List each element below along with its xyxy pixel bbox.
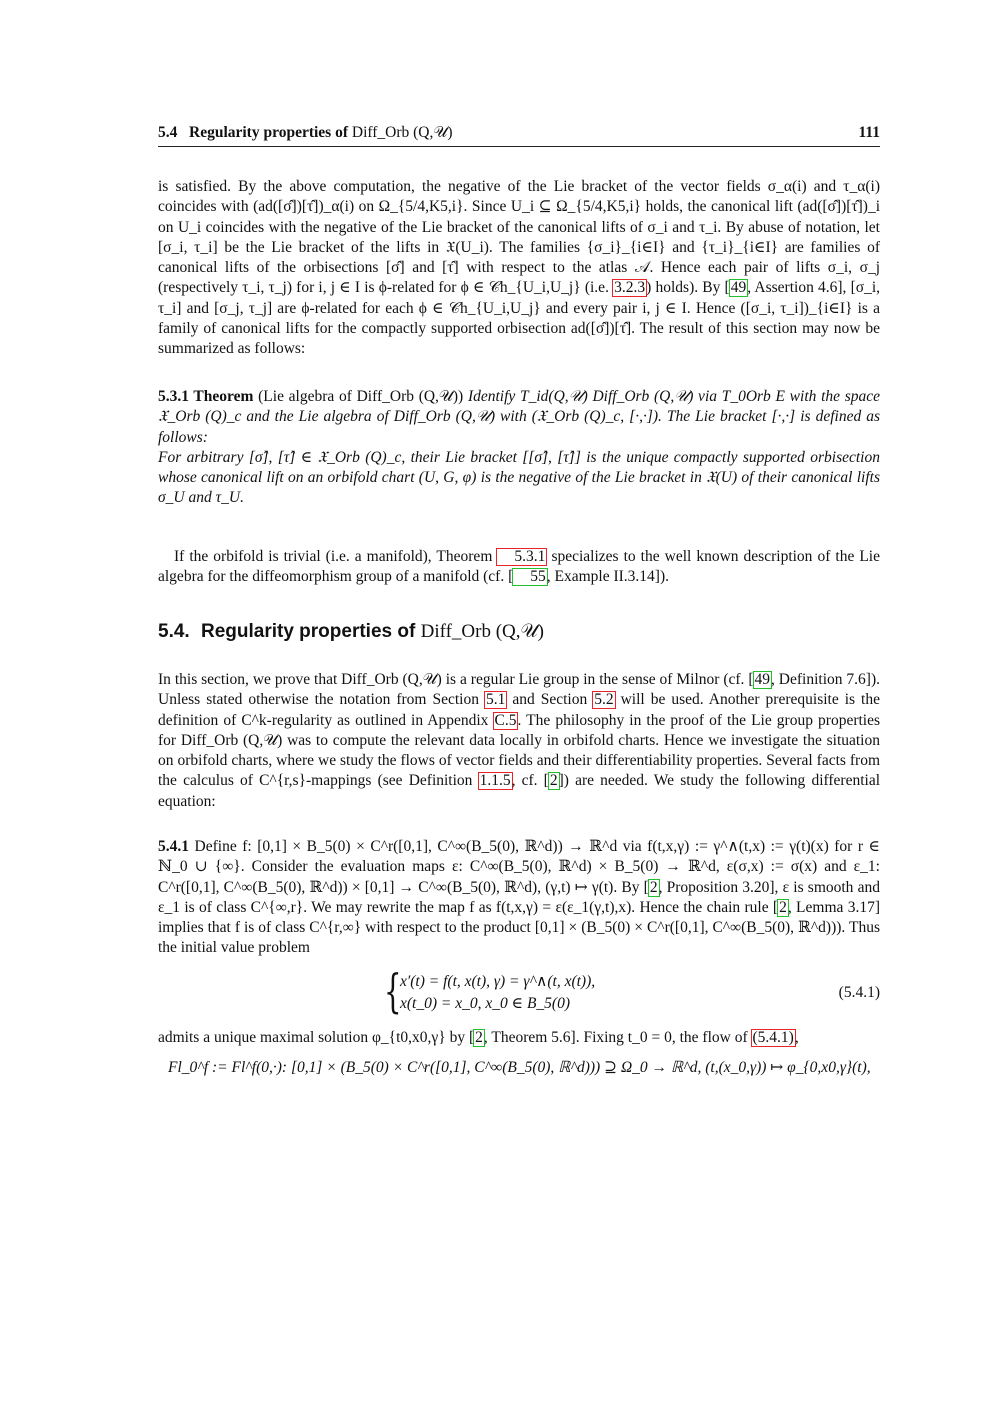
item-label: 5.4.1 <box>158 838 189 855</box>
citation-link[interactable]: 49 <box>754 671 770 688</box>
paragraph-lie-bracket: is satisfied. By the above computation, the negative of the Lie bracket of the vector fields σ_α(i) and τ_α(i) coincides with (ad([σ̂])[τ̂])_α(i) on Ω_{5/4,K5,i}. Since U_i ⊆ Ω_{5/4,K5,i} holds, the canonical lift (ad([σ̂])[τ̂])_i on U_i coincides with the negative of the Lie bracket of the canonical lifts of σ_i and τ_i. By abuse of notation, let [σ_i, τ_i] be the Lie bracket of the lifts in 𝔛(U_i). The families {σ_i}_{i∈I} and {τ_i}_{i∈I} are families of canonical lifts of the orbisections [σ̂] and [τ̂] with respect to the atlas 𝒜. Hence each pair of lifts σ_i, σ_j (respectively τ_i, τ_j) for i, j ∈ I is ϕ-related for ϕ ∈ 𝒞h_{U_i,U_j} (i.e. 3.2.3) holds). By [49, Assertion 4.6], [σ_i, τ_i] and [σ_j, τ_j] are ϕ-related for each ϕ ∈ 𝒞h_{U_i,U_j} and every pair i, j ∈ I. Hence ([σ_i, τ_i])_{i∈I} is a family of canonical lifts for the compactly supported orbisection ad([σ̂])[τ̂]. The result of this section may now be summarized as follows: <box>158 178 881 358</box>
reference-link[interactable]: 5.1 <box>485 691 506 709</box>
paragraph-regularity-intro: In this section, we prove that Diff_Orb (Q,𝒰) is a regular Lie group in the sense of Milnor (cf. [49, Definition 7.6]). Unless stated otherwise the notation from Section 5.1 and Section 5.2 will be used. Another prerequisite is the definition of C^k-regularity as outlined in Appendix C.5. The philosophy in the proof of the Lie group properties for Diff_Orb (Q,𝒰) was to compute the relevant data locally in orbifold charts. Hence we investigate the situation on orbifold charts, where we study the flows of vector fields and their differentiability properties. Several facts from the calculus of C^{r,s}-mappings (see Definition 1.1.5, cf. [2]) are needed. We study the following differential equation: <box>158 671 881 810</box>
text: ) are needed. We study the following differential equation: <box>158 772 881 810</box>
text: is satisfied. By the above computation, the negative of the Lie bracket of the vector fields σ_α(i) and τ_α(i) coincides with (ad([σ̂])[τ̂])_α(i) on Ω_{5/4,K5,i}. Since U_i ⊆ Ω_{5/4,K5,i} holds, the canonical lift (ad([σ̂])[τ̂])_i on U_i coincides with the negative of the Lie bracket of the canonical lifts of σ_i and τ_i. By abuse of notation, let [σ_i, τ_i] be the Lie bracket of the lifts in 𝔛(U_i). The families {σ_i}_{i∈I} and {τ_i}_{i∈I} are families of canonical lifts of the orbisections [σ̂] and [τ̂] with respect to the atlas 𝒜. Hence each pair of lifts σ_i, σ_j (respectively τ_i, τ_j) for i, j ∈ I is ϕ-related for ϕ ∈ 𝒞h_{U_i,U_j} (i.e. <box>158 178 880 297</box>
text: , Example II.3.14]). <box>546 568 669 586</box>
paragraph-definition-5-4-1: 5.4.1 Define f: [0,1] × B_5(0) × C^r([0,1], C^∞(B_5(0), ℝ^d)) → ℝ^d via f(t,x,γ) := γ^∧(t,x) := γ(t)(x) for r ∈ ℕ_0 ∪ {∞}. Consider the evaluation maps ε: C^∞(B_5(0), ℝ^d) × B_5(0) → ℝ^d, ε(σ,x) := σ(x) and ε_1: C^r([0,1], C^∞(B_5(0), ℝ^d)) × [0,1] → C^∞(B_5(0), ℝ^d), (γ,t) ↦ γ(t). By [2, Proposition 3.20], ε is smooth and ε_1 is of class C^{∞,r}. We may rewrite the map f as f(t,x,γ) = ε(ε_1(γ,t),x). Hence the chain rule [2, Lemma 3.17] implies that f is of class C^{r,∞} with respect to the product [0,1] × (B_5(0) × C^r([0,1], C^∞(B_5(0), ℝ^d))). Thus the initial value problem <box>158 838 881 957</box>
section-heading <box>158 621 880 643</box>
reference-link[interactable]: 1.1.5 <box>479 772 511 790</box>
text: admits a unique maximal solution φ_{t0,x0,γ} by <box>158 1029 466 1046</box>
text: , Assertion 4.6], [σ_i, τ_i] and [σ_j, τ_j] are ϕ-related for each ϕ ∈ 𝒞h_{U_i,U_j} and every pair i, j ∈ I. Hence ([σ_i, τ_i])_{i∈I} is a family of canonical lifts for the compactly supported orbisection ad([σ̂])[τ̂]. The result of this section may now be summarized as follows: <box>158 279 881 358</box>
theorem-definition: For arbitrary [σ̂], [τ̂] ∈ 𝔛_Orb (Q)_c, their Lie bracket [[σ̂], [τ̂]] is the unique compactly supported orbisection whose canonical lift on an orbifold chart (U, G, φ) is the negative of the Lie bracket in 𝔛(U) of their canonical lifts σ_U and τ_U. <box>158 448 880 507</box>
text: specializes to the well known description of the Lie algebra for the diffeomorphism group of a manifold (cf. <box>158 548 880 586</box>
paragraph-trivial-orbifold: If the orbifold is trivial (i.e. a manifold), Theorem 5.3.1 specializes to the well known description of the Lie algebra for the diffeomorphism group of a manifold (cf. [ 55, Example II.3.14]). <box>158 548 880 586</box>
theorem-block <box>158 387 880 509</box>
running-head-section-math: Diff_Orb (Q,𝒰) <box>351 124 453 141</box>
text: , Definition 7.6]). Unless stated otherwise the notation from Section <box>158 671 880 709</box>
section-math: Diff_Orb (Q,𝒰) <box>420 621 544 642</box>
citation-link[interactable]: 55 <box>513 569 547 585</box>
text: , <box>794 1029 799 1046</box>
page-number: 111 <box>858 124 880 141</box>
theorem-name: (Lie algebra of Diff_Orb (Q,𝒰)) <box>258 388 464 405</box>
reference-link[interactable]: 5.2 <box>594 691 614 709</box>
equation-line-1: x′(t) = f(t, x(t), γ) = γ^∧(t, x(t)), <box>400 973 596 990</box>
citation-link[interactable]: 2 <box>475 1029 483 1046</box>
citation-link[interactable]: 2 <box>549 772 558 790</box>
citation-link[interactable]: 2 <box>779 898 787 916</box>
header-rule <box>158 146 880 147</box>
theorem-label: 5.3.1 Theorem <box>158 388 254 405</box>
text: In this section, we prove that Diff_Orb (Q,𝒰) is a regular Lie group in the sense of Milnor (cf. <box>158 671 745 688</box>
theorem-statement: Identify T_id(Q,𝒰) Diff_Orb (Q,𝒰) via T_0Orb E with the space 𝔛_Orb (Q)_c and the Lie algebra of Diff_Orb (Q,𝒰) with (𝔛_Orb (Q)_c, [·,·]). The Lie bracket [·,·] is defined as follows: <box>158 388 881 446</box>
brace-symbol: { <box>384 964 402 1018</box>
text: will be used. Another prerequisite is the definition of C^k-regularity as outlined in Appendix <box>158 691 880 729</box>
section-title: Regularity properties of <box>200 621 416 642</box>
running-head-title <box>158 124 453 142</box>
text: . The philosophy in the proof of the Lie group properties for Diff_Orb (Q,𝒰) was to compute the relevant data locally in orbifold charts. Hence we investigate the situation on orbifold charts, where we study the flows of vector fields and their differentiability properties. Several facts from the calculus of C^{r,s}-mappings (see Definition <box>158 711 881 790</box>
section-number: 5.4. <box>158 621 190 642</box>
citation-link[interactable]: 49 <box>730 279 747 297</box>
equation-5-4-1 <box>384 964 880 1018</box>
equation-reference-link[interactable]: (5.4.1) <box>752 1029 794 1046</box>
reference-link[interactable]: 3.2.3 <box>614 279 646 297</box>
text: , Proposition 3.20], ε is smooth and ε_1 is of class C^{∞,r}. We may rewrite the map f as f(t,x,γ) = ε(ε_1(γ,t),x). Hence the chain rule <box>158 878 880 916</box>
flow-definition: Fl_0^f := Fl^f(0,·): [0,1] × (B_5(0) × C^r([0,1], C^∞(B_5(0), ℝ^d))) ⊇ Ω_0 → ℝ^d, (t,(x_0,γ)) ↦ φ_{0,x0,γ}(t), <box>168 1059 871 1076</box>
text: ) holds). By <box>646 279 721 297</box>
equation-number: (5.4.1) <box>838 984 880 1001</box>
running-head <box>158 124 880 142</box>
text: and Section <box>512 691 588 709</box>
text: , Theorem 5.6]. Fixing t_0 = 0, the flow of <box>483 1029 748 1046</box>
text: If the orbifold is trivial (i.e. a manifold), Theorem <box>174 548 493 565</box>
equation-line-2: x(t_0) = x_0, x_0 ∈ B_5(0) <box>400 995 570 1012</box>
text: , cf. <box>511 772 538 790</box>
paragraph-maximal-solution: admits a unique maximal solution φ_{t0,x0,γ} by [2, Theorem 5.6]. Fixing t_0 = 0, the flow of (5.4.1), <box>158 1029 799 1046</box>
running-head-section-title: Regularity properties of <box>189 124 348 141</box>
reference-link[interactable]: 5.3.1 <box>497 549 546 565</box>
citation-link[interactable]: 2 <box>649 878 658 896</box>
reference-link[interactable]: C.5 <box>494 711 517 729</box>
text: , Lemma 3.17] implies that f is of class C^{r,∞} with respect to the product [0,1] × (B_5(0) × C^r([0,1], C^∞(B_5(0), ℝ^d))). Thus the initial value problem <box>158 898 880 957</box>
running-head-section-number: 5.4 <box>158 124 178 141</box>
text: Define f: [0,1] × B_5(0) × C^r([0,1], C^∞(B_5(0), ℝ^d)) → ℝ^d via f(t,x,γ) := γ^∧(t,x) := γ(t)(x) for r ∈ ℕ_0 ∪ {∞}. Consider the evaluation maps ε: C^∞(B_5(0), ℝ^d) × B_5(0) → ℝ^d, ε(σ,x) := σ(x) and ε_1: C^r([0,1], C^∞(B_5(0), ℝ^d)) × [0,1] → C^∞(B_5(0), ℝ^d), (γ,t) ↦ γ(t). By <box>158 838 881 896</box>
